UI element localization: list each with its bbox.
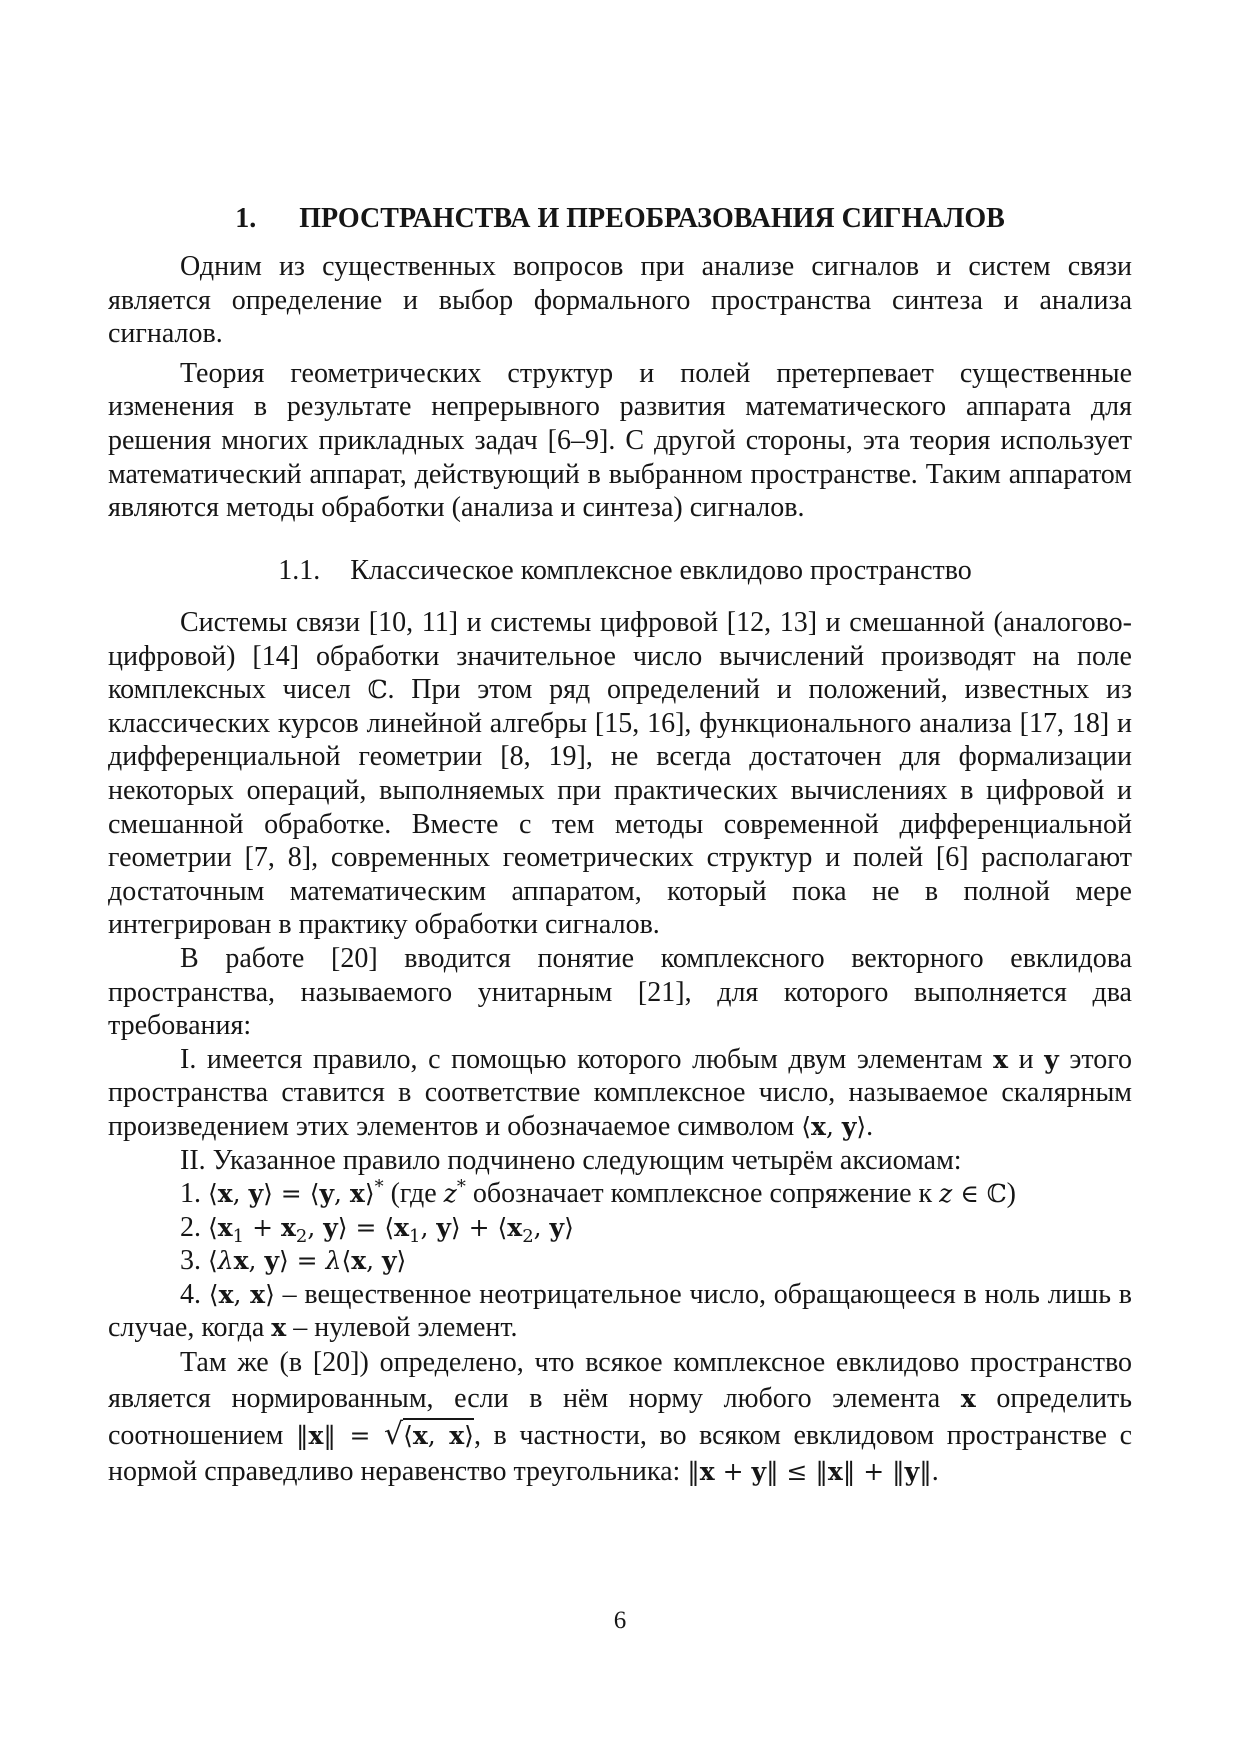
intro-paragraph-2: Теория геометрических структур и полей претерпевает существенные изменения в результате непрерывного развития математического аппарата для решения многих прикладных задач [6–9]. С другой стороны, эта теория использует математический аппарат, действующий в выбранном пространстве. Таким аппаратом являются методы обработки (анализа и синтеза) сигналов. bbox=[108, 357, 1132, 524]
requirement-2: II. Указанное правило подчинено следующим четырём аксиомам: bbox=[180, 1144, 962, 1176]
axiom-2: 2. $⟨x_1 + x_2$, y⟩ = $⟨x_1$, y⟩ + $⟨x_2$, y⟩ bbox=[180, 1211, 574, 1247]
formula-axiom-1: ⟨x, y⟩ = ⟨y, x⟩* bbox=[208, 1176, 384, 1209]
intro-text bbox=[108, 250, 1132, 525]
axiom-3: 3. ⟨λx, y⟩ = λ⟨x, y⟩ bbox=[180, 1245, 407, 1277]
complex-field-symbol: ℂ bbox=[367, 675, 388, 705]
section-title: ПРОСТРАНСТВА И ПРЕОБРАЗОВАНИЯ СИГНАЛОВ bbox=[299, 203, 1005, 234]
body-text bbox=[108, 606, 1132, 1490]
formula-norm: ‖x‖ = √⟨x, x⟩ bbox=[296, 1417, 474, 1453]
section-number: 1. bbox=[235, 203, 257, 234]
formula-axiom-3: ⟨λx, y⟩ = λ⟨x, y⟩ bbox=[208, 1246, 407, 1276]
axiom-4: 4. ⟨x, x⟩ – вещественное неотрицательное число, обращающееся в ноль лишь в случае, когда x – нулевой элемент. bbox=[108, 1278, 1132, 1344]
axiom-1: 1. ⟨x, y⟩ = ⟨y, x⟩* (где z* обозначает комплексное сопряжение к z ∈ ℂ) bbox=[180, 1176, 1016, 1210]
requirement-1: I. имеется правило, с помощью которого любым двум элементам x и y этого пространства ставится в соответствие комплексное число, называемое скалярным произведением этих элементов и обозначаемое символом ⟨x, y⟩. bbox=[108, 1043, 1132, 1142]
formula-axiom-2: $⟨x_1 + x_2$, y⟩ = $⟨x_1$, y⟩ + $⟨x_2$, y⟩ bbox=[208, 1212, 574, 1247]
body-paragraph-2: В работе [20] вводится понятие комплексного векторного евклидова пространства, называемого унитарным [21], для которого выполняется два требования: bbox=[108, 942, 1132, 1042]
formula-axiom-4: ⟨x, x⟩ bbox=[208, 1279, 275, 1309]
formula-triangle-inequality: ‖x + y‖ ≤ ‖x‖ + ‖y‖ bbox=[687, 1457, 932, 1487]
body-paragraph-3: Там же (в [20]) определено, что всякое комплексное евклидово пространство является нормированным, если в нём норму любого элемента x определить соотношением ‖x‖ = √⟨x, x⟩, в частности, во всяком евклидовом пространстве с нормой справедливо неравенство треугольника: ‖x + y‖ ≤ ‖x‖ + ‖y‖. bbox=[108, 1347, 1132, 1488]
subsection-title: Классическое комплексное евклидово пространство bbox=[350, 555, 972, 586]
subsection-heading bbox=[108, 554, 1132, 588]
formula-inner-product: ⟨x, y⟩ bbox=[801, 1111, 867, 1141]
section-heading bbox=[108, 202, 1132, 236]
page-number: 6 bbox=[613, 1607, 627, 1634]
subsection-number: 1.1. bbox=[278, 555, 321, 586]
intro-paragraph-1: Одним из существенных вопросов при анализе сигналов и систем связи является определение и выбор формального пространства синтеза и анализа сигналов. bbox=[108, 251, 1132, 350]
body-paragraph-1: Системы связи [10, 11] и системы цифровой [12, 13] и смешанной (аналогово-цифровой) [14] обработки значительное число вычислений производят на поле комплексных чисел ℂ. При этом ряд определений и положений, известных из классических курсов линейной алгебры [15, 16], функционального анализа [17, 18] и дифференциальной геометрии [8, 19], не всегда достаточен для формализации некоторых операций, выполняемых при практических вычислениях в цифровой и смешанной обработке. Вместе с тем методы современной дифференциальной геометрии [7, 8], современных геометрических структур и полей [6] располагают достаточным математическим аппаратом, который пока не в полной мере интегрирован в практику обработки сигналов. bbox=[108, 607, 1133, 941]
